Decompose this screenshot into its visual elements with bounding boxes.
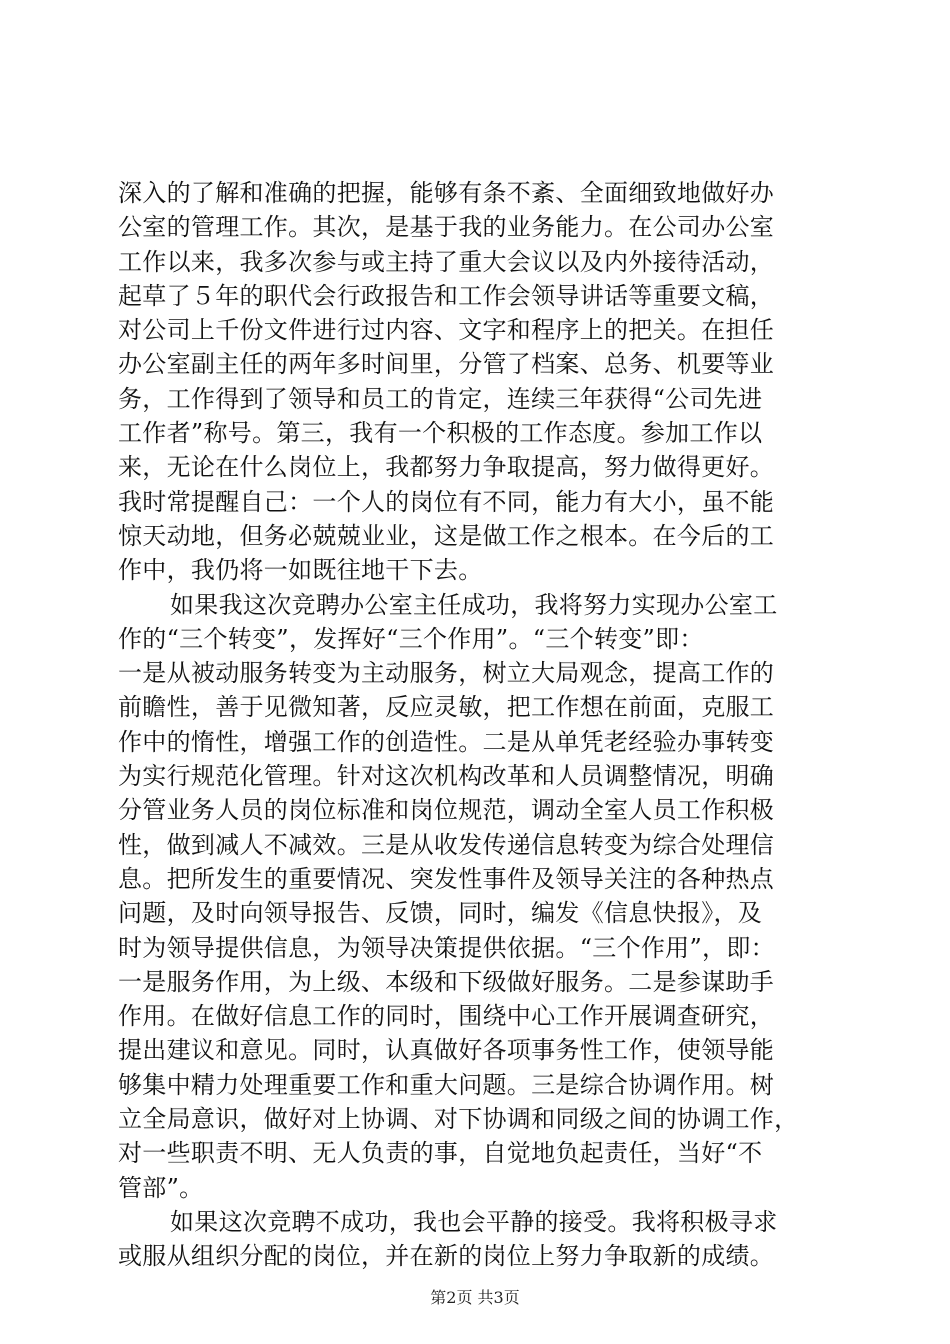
text-line: 或服从组织分配的岗位，并在新的岗位上努力争取新的成绩。 xyxy=(118,1242,775,1271)
paragraph-start-line: 如果我这次竞聘办公室主任成功，我将努力实现办公室工 xyxy=(170,590,778,619)
text-line: 前瞻性，善于见微知著，反应灵敏，把工作想在前面，克服工 xyxy=(118,693,775,722)
text-line: 时为领导提供信息，为领导决策提供依据。“三个作用”，即： xyxy=(118,933,775,962)
text-line: 深入的了解和准确的把握，能够有条不紊、全面细致地做好办 xyxy=(118,179,775,207)
text-line: 办公室副主任的两年多时间里，分管了档案、总务、机要等业 xyxy=(118,350,775,379)
text-line: 惊天动地，但务必兢兢业业，这是做工作之根本。在今后的工 xyxy=(118,521,775,550)
text-line: 作用。在做好信息工作的同时，围绕中心工作开展调查研究， xyxy=(118,1002,775,1031)
text-line: 问题，及时向领导报告、反馈，同时，编发《信息快报》，及 xyxy=(118,899,763,928)
text-line: 管部”。 xyxy=(118,1173,204,1202)
page-footer: 第2页 共3页 xyxy=(430,1288,520,1307)
text-line: 作中，我仍将一如既往地干下去。 xyxy=(118,556,483,585)
text-line: 立全局意识，做好对上协调、对下协调和同级之间的协调工作， xyxy=(118,1105,799,1134)
text-line: 工作者”称号。第三，我有一个积极的工作态度。参加工作以 xyxy=(118,419,763,448)
text-line: 作中的惰性，增强工作的创造性。二是从单凭老经验办事转变 xyxy=(118,727,775,756)
text-line: 对公司上千份文件进行过内容、文字和程序上的把关。在担任 xyxy=(118,316,775,345)
text-line: 一是服务作用，为上级、本级和下级做好服务。二是参谋助手 xyxy=(118,967,775,996)
text-line: 作的“三个转变”，发挥好“三个作用”。“三个转变”即： xyxy=(118,624,704,653)
text-line: 务，工作得到了领导和员工的肯定，连续三年获得“公司先进 xyxy=(118,384,763,413)
text-line: 够集中精力处理重要工作和重大问题。三是综合协调作用。树 xyxy=(118,1070,775,1099)
text-line: 为实行规范化管理。针对这次机构改革和人员调整情况，明确 xyxy=(118,762,775,791)
text-line: 性，做到减人不减效。三是从收发传递信息转变为综合处理信 xyxy=(118,830,775,859)
text-line: 工作以来，我多次参与或主持了重大会议以及内外接待活动， xyxy=(118,247,775,276)
text-line: 来，无论在什么岗位上，我都努力争取提高，努力做得更好。 xyxy=(118,453,775,482)
text-line: 一是从被动服务转变为主动服务，树立大局观念，提高工作的 xyxy=(118,659,775,688)
text-line: 公室的管理工作。其次，是基于我的业务能力。在公司办公室 xyxy=(118,213,775,242)
paragraph-start-line: 如果这次竞聘不成功，我也会平静的接受。我将积极寻求 xyxy=(170,1207,778,1236)
text-line: 分管业务人员的岗位标准和岗位规范，调动全室人员工作积极 xyxy=(118,796,775,825)
text-line: 息。把所发生的重要情况、突发性事件及领导关注的各种热点 xyxy=(118,864,775,893)
text-line: 起草了５年的职代会行政报告和工作会领导讲话等重要文稿， xyxy=(118,281,775,310)
text-line: 我时常提醒自己：一个人的岗位有不同，能力有大小，虽不能 xyxy=(118,487,775,516)
text-line: 提出建议和意见。同时，认真做好各项事务性工作，使领导能 xyxy=(118,1036,775,1065)
text-line: 对一些职责不明、无人负责的事，自觉地负起责任，当好“不 xyxy=(118,1139,763,1168)
body-text xyxy=(118,176,844,1274)
